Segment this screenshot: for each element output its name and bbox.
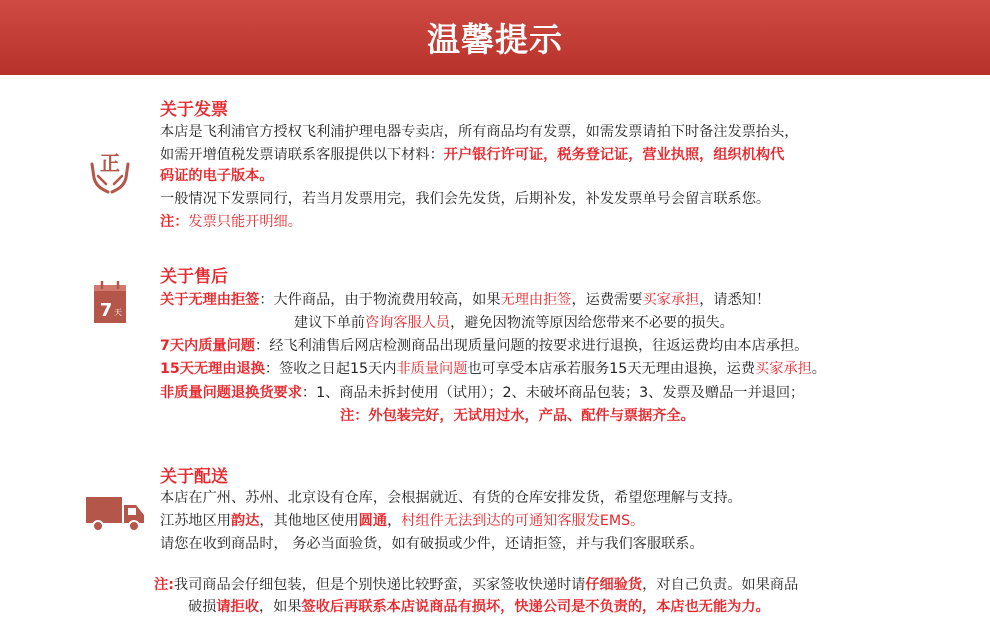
certified-hands-icon [80,142,140,202]
footer-text-2: ，对自己负责。如果商品 [642,577,799,593]
aftersale-return-line [160,359,826,379]
return-text-2: 也可享受本店承若服务15天无理由退换，运费 [467,361,756,377]
refuse-text: ：大件商品，由于物流费用较高，如果 [259,292,501,308]
yuantong-highlight: 圆通 [358,513,388,529]
invoice-note-text: 发票只能开明细。 [188,214,302,230]
delivery-line-2 [160,511,644,531]
consult-service-highlight: 咨询客服人员 [364,315,451,331]
page-title: 温馨提示 [427,20,563,59]
refuse-text-3: ，请悉知！ [699,292,771,308]
requirement-label: 非质量问题退换货要求 [160,385,302,401]
ems-highlight: 村组件无法到达的可通知客服发EMS。 [401,513,645,529]
delivery-line-3: 请您在收到商品时， 务必当面验货，如有破损或少件，还请拒签，并与我们客服联系。 [160,536,704,552]
invoice-line-2 [160,145,784,165]
return-text: ：签收之日起15天内 [264,361,397,377]
refuse-label: 关于无理由拒签 [160,292,260,308]
svg-text:天: 天 [114,308,122,317]
aftersale-requirement-line [160,383,804,403]
refuse-receipt-highlight: 请拒收 [216,599,259,615]
return-text-3: 。 [811,361,826,377]
invoice-line-3: 码证的电子版本。 [160,168,274,184]
footer-text-4: ，如果 [258,599,302,615]
advice-text: 建议下单前 [294,315,365,331]
seven-day-calendar-icon [80,275,140,335]
aftersale-quality-line [160,336,808,356]
aftersale-heading: 关于售后 [160,267,228,287]
delivery-text: 江苏地区用 [160,513,231,529]
non-quality-highlight: 非质量问题 [396,361,468,377]
footer-line-2 [188,597,770,617]
buyer-pays-highlight-2: 买家承担 [755,361,812,377]
quality-text: ：经飞利浦售后网店检测商品出现质量问题的按要求进行退换，往返运费均由本店承担。 [255,338,809,354]
aftersale-advice-line [294,313,734,333]
quality-label: 7天内质量问题 [160,338,255,354]
header-banner [0,0,990,75]
buyer-pays-highlight: 买家承担 [642,292,700,308]
delivery-heading: 关于配送 [160,467,228,487]
svg-text:正: 正 [100,151,120,175]
invoice-note [160,212,302,232]
inspect-goods-highlight: 仔细验货 [585,577,643,593]
return-label: 15天无理由退换 [160,361,265,377]
aftersale-refuse-line [160,290,770,310]
invoice-heading: 关于发票 [160,100,228,120]
delivery-comma: ， [387,513,402,529]
invoice-materials-text: 开户银行许可证，税务登记证，营业执照，组织机构代 [443,147,785,163]
delivery-text-2: ，其他地区使用 [259,513,359,529]
refuse-text-2: ，运费需要 [571,292,643,308]
delivery-line-1: 本店在广州、苏州、北京设有仓库，会根据就近、有货的仓库安排发货，希望您理解与支持。 [160,490,742,506]
invoice-line-4: 一般情况下发票同行，若当月发票用完，我们会先发货，后期补发，补发发票单号会留言联系您。 [160,191,771,207]
footer-text-3: 破损 [188,599,217,615]
no-responsibility-highlight: 签收后再联系本店说商品有损坏，快递公司是不负责的，本店也无能为力。 [301,599,770,615]
advice-text-2: ，避免因物流等原因给您带来不必要的损失。 [450,315,734,331]
aftersale-note: 注：外包装完好，无试用过水，产品、配件与票据齐全。 [340,408,695,424]
footer-note-label: 注: [154,577,174,593]
delivery-truck-icon [82,483,148,543]
footer-text: 我司商品会仔细包装，但是个别快递比较野蛮，买家签收快递时请 [173,577,586,593]
refuse-highlight: 无理由拒签 [500,292,572,308]
invoice-note-label: 注： [160,214,189,230]
requirement-text: ：1、商品未拆封使用（试用）；2、未破坏商品包装；3、发票及赠品一并退回； [301,385,805,401]
invoice-line-2-text: 如需开增值税发票请联系客服提供以下材料： [160,147,444,163]
invoice-line-1: 本店是飞利浦官方授权飞利浦护理电器专卖店，所有商品均有发票，如需发票请拍下时备注发票抬头， [160,124,799,140]
yunda-highlight: 韵达 [230,513,260,529]
footer-line-1 [154,575,798,595]
svg-text:7: 7 [99,300,113,321]
